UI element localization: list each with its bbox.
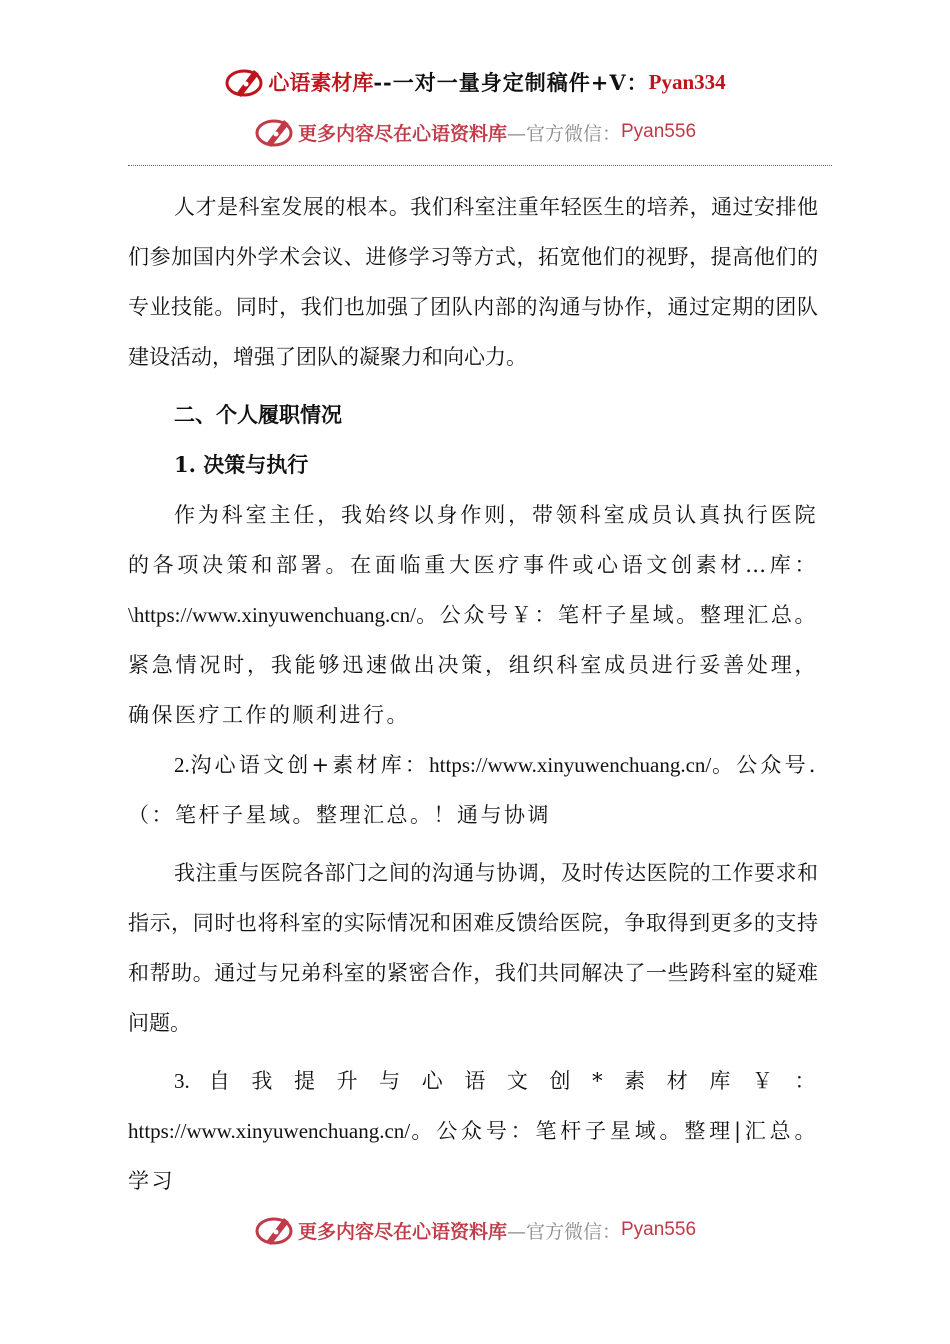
paragraph-self-improvement [128, 1056, 818, 1206]
text-segment: 沟心语文创+素材库： [189, 753, 430, 777]
header-banner [0, 112, 950, 152]
paragraph-communication-heading [128, 740, 818, 840]
text-segment: 。公众号：笔杆子星域。整理|汇总。学习 [128, 1119, 818, 1193]
list-number: 2. [174, 753, 190, 777]
banner-main-text: 更多内容尽在心语资料库 [297, 122, 507, 145]
footer-wechat-code: Pyan556 [621, 1219, 697, 1240]
paragraph-talent: 人才是科室发展的根本。我们科室注重年轻医生的培养，通过安排他们参加国内外学术会议、进修学习等方式，拓宽他们的视野，提高他们的专业技能。同时，我们也加强了团队内部的沟通与协作，通过定期的团队建设活动，增强了团队的凝聚力和向心力。 [128, 195, 818, 369]
section-heading: 二、个人履职情况 [174, 402, 342, 427]
url-text: \https://www.xinyuwenchuang.cn/ [128, 603, 416, 627]
banner-wechat-label: —官方微信： [506, 122, 621, 145]
text-segment: 自我提升与心语文创*素材库￥： [189, 1069, 818, 1093]
text-segment: 。公众号.（：笔杆子星域。整理汇总。！通与协调 [128, 753, 818, 827]
pen-nib-logo-icon [254, 1212, 296, 1248]
document-body [128, 182, 818, 1206]
subsection-heading-decision: 1. 决策与执行 [174, 452, 309, 477]
paragraph-communication: 我注重与医院各部门之间的沟通与协调，及时传达医院的工作要求和指示，同时也将科室的实际情况和困难反馈给医院，争取得到更多的支持和帮助。通过与兄弟科室的紧密合作，我们共同解决了一些跨科室的疑难问题。 [128, 861, 818, 1035]
url-text: https://www.xinyuwenchuang.cn/ [128, 1119, 411, 1143]
header-site-name: 心语素材库 [268, 70, 374, 95]
pen-nib-logo-icon [254, 114, 296, 150]
header-slogan: --一对一量身定制稿件+V： [373, 70, 649, 95]
header-title [0, 60, 950, 104]
header-contact-code: Pyan334 [648, 69, 726, 94]
url-text: https://www.xinyuwenchuang.cn/ [429, 753, 712, 777]
footer-main-text: 更多内容尽在心语资料库 [297, 1220, 507, 1243]
footer-wechat-label: —官方微信： [506, 1220, 621, 1243]
list-number: 3. [174, 1069, 190, 1093]
footer-banner [0, 1210, 950, 1250]
paragraph-decision [128, 490, 818, 740]
text-segment: 作为科室主任，我始终以身作则，带领科室成员认真执行医院的各项决策和部署。在面临重大医疗事件或心语文创素材…库： [128, 503, 818, 577]
banner-wechat-code: Pyan556 [621, 121, 697, 142]
header-divider [128, 165, 832, 166]
text-segment: 。公众号￥：笔杆子星域。整理汇总。紧急情况时，我能够迅速做出决策，组织科室成员进行妥善处理，确保医疗工作的顺利进行。 [128, 603, 818, 727]
pen-nib-logo-icon [224, 64, 266, 100]
